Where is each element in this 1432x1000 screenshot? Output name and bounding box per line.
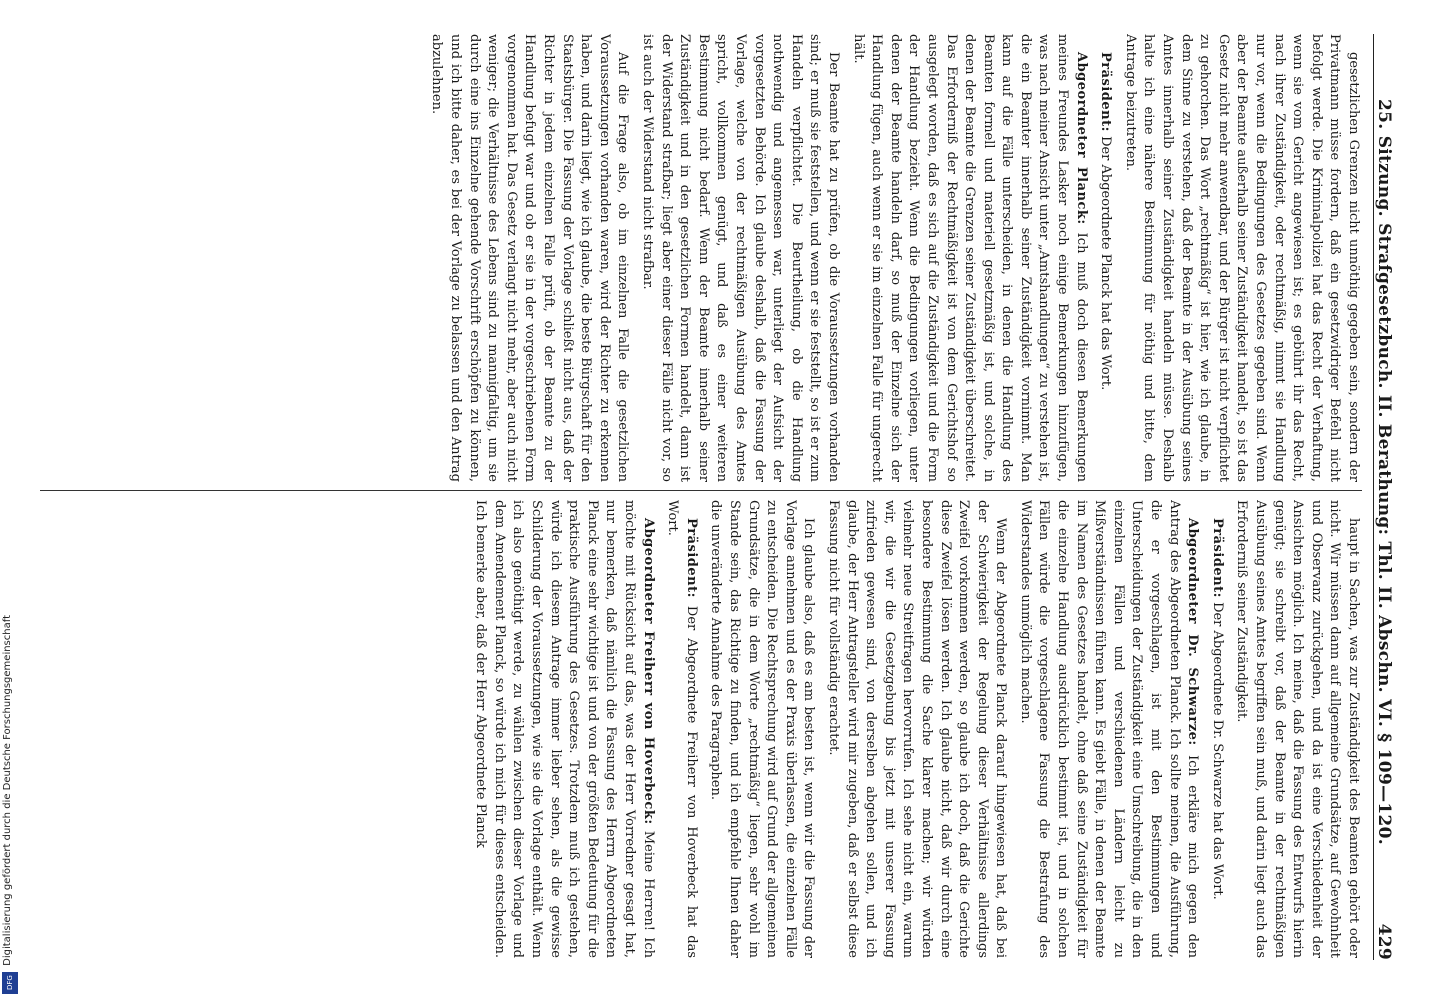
paragraph-text: Der Abgeordnete Freiherr von Hoverbeck hat das Wort. [665, 500, 699, 958]
paragraph [1120, 34, 1362, 482]
paragraph-text: Ich erkläre mich gegen den Antrag des Abgeordneten Planck. Ich sollte meinen, die Ausführung, die er vorgeschlagen, ist mit den Bestimmungen und Unterscheidungen der Zuständigkeit eine Umschreibung, die in den einzelnen Fällen und verschiedenen Ländern leicht zu Mißverständnissen führen kann. Es giebt Fälle, in denen der Beamte im Namen des Gesetzes handelt, ohne daß seine Zuständigkeit für die einzelne Handlung ausdrücklich bestimmt ist, und in solchen Fällen würde die vorgeschlagene Fassung die Bestrafung des Widerstandes unmöglich machen. [1017, 500, 1201, 958]
paragraph-text: Der Beamte hat zu prüfen, ob die Voraussetzungen vorhanden sind; er muß sie feststellen, und wenn er sie feststellt, so ist er zum Handeln verpflichtet. Die Beurtheilung, ob die Handlung nothwendig und angemessen war, unterliegt der Aufsicht der vorgesetzten Behörde. Ich glaube deshalb, daß die Fassung der Vorlage, welche von der rechtmäßigen Ausübung des Amtes spricht, vollkommen genügt, und daß es einer weiteren Bestimmung nicht bedarf. Wenn der Beamte innerhalb seiner Zuständigkeit und in den gesetzlichen Formen handelt, dann ist der Widerstand strafbar; liegt aber einer dieser Fälle nicht vor, so ist auch der Widerstand nicht strafbar. [640, 34, 841, 482]
speaker-name: Abgeordneter Dr. Schwarze: [1185, 518, 1201, 746]
paragraph-text: gesetzlichen Grenzen nicht unnöthig gegeben sein, sondern der Privatmann müsse fordern, daß ein gesetzwidriger Befehl nicht befolgt werde. Die Kriminalpolizei hat das Recht der Verhaftung, wenn sie vom Gericht angewiesen ist; es gebührt ihr das Recht, nach ihrer Zuständigkeit, oder rechtmäßig, nimmt sie Handlung nur vor, wenn die Bedingungen des Gesetzes gegeben sind. Wenn aber der Beamte außerhalb seiner Zuständigkeit handelt, so ist das Gesetz nicht mehr anwendbar, und der Bürger ist nicht verpflichtet zu gehorchen. Das Wort „rechtmäßig“ ist hier, wie ich glaube, in dem Sinne zu verstehen, daß der Beamte in der Ausübung seines Amtes innerhalb seiner Zuständigkeit handeln müsse. Deshalb halte ich eine nähere Bestimmung für nöthig und bitte, dem Antrage beizutreten. [1122, 34, 1361, 482]
paragraph-text: Ich glaube also, daß es am besten ist, wenn wir die Fassung der Vorlage annehmen und es der Praxis überlassen, die einzelnen Fälle zu entscheiden. Die Rechtsprechung wird auf Grund der allgemeinen Grundsätze, die in dem Worte „rechtmäßig“ liegen, sehr wohl im Stande sein, das Richtige zu finden, und ich empfehle Ihnen daher die unveränderte Annahme des Paragraphen. [708, 500, 817, 958]
paragraph [637, 34, 842, 482]
paragraph-text: Der Abgeordnete Planck hat das Wort. [1098, 136, 1114, 391]
paragraph-text: Ich muß doch diesen Bemerkungen meines Freundes Lasker noch einige Bemerkungen hinzufügen, was nach meiner Ansicht unter „Amtshandlungen“ zu verstehen ist, die ein Beamter innerhalb seiner Zuständigkeit vornimmt. Man kann auf die Fälle unterscheiden, in denen die Handlung des Beamten formell und materiell gesetzmäßig ist, und solche, in denen der Beamte die Grenzen seiner Zuständigkeit überschreitet. Das Erforderniß der Rechtmäßigkeit ist von dem Gerichtshof so ausgelegt worden, daß es sich auf die Zuständigkeit und die Form der Handlung bezieht. Wenn die Bedingungen vorliegen, unter denen der Beamte handeln darf, so muß der Einzelne sich der Handlung fügen, auch wenn er sie im einzelnen Falle für ungerecht hält. [850, 34, 1089, 482]
paragraph [471, 500, 657, 958]
paragraph-text: Der Abgeordnete Dr. Schwarze hat das Wort. [1209, 602, 1225, 900]
dfg-credit [0, 615, 22, 994]
paragraph [663, 500, 700, 958]
paragraph [1232, 500, 1362, 958]
column-divider [40, 490, 1362, 491]
paragraph [823, 500, 1009, 958]
paragraph-text: Meine Herren! Ich möchte mit Rücksicht auf das, was der Herr Vorredner gesagt hat, nur bemerken, daß nämlich die Fassung des Herrn Abgeordneten Planck eine sehr wichtige ist und von der größten Bedeutung für die praktische Ausführung des Gesetzes. Trotzdem muß ich gestehen, würde ich diesem Antrage immer lieber sehen, als die gewisse Schilderung der Voraussetzungen, wie sie die Vorlage enthält. Wenn ich also genöthigt werde, zu wählen zwischen dieser Vorlage und dem Amendement Planck, so würde ich mich für dieses entscheiden. Ich bemerke aber, daß der Herr Abgeordnete Planck [473, 500, 656, 958]
left-column [40, 34, 1362, 482]
paragraph [706, 500, 818, 958]
paragraph-text: Auf die Frage also, ob im einzelnen Falle die gesetzlichen Voraussetzungen vorhanden waren, wird der Richter zu erkennen haben, und darin liegt, wie ich glaube, die beste Bürgschaft für den Staatsbürger. Die Fassung der Vorlage schließt nicht aus, daß der Richter in jedem einzelnen Falle prüft, ob der Beamte zu der Handlung befugt war und ob er sie in der vorgeschriebenen Form vorgenommen hat. Das Gesetz verlangt nicht mehr, aber auch nicht weniger; die Verhältnisse des Lebens sind zu mannigfaltig, um sie durch eine ins Einzelne gehende Vorschrift erschöpfen zu können, und ich bitte daher, es bei der Vorlage zu belassen und den Antrag abzulehnen. [429, 34, 631, 482]
speaker-name: Abgeordneter Freiherr von Hoverbeck: [640, 518, 656, 825]
paragraph [427, 34, 632, 482]
paragraph [1207, 500, 1226, 958]
speaker-name: Präsident: [683, 518, 699, 598]
page-number: 429 [1374, 923, 1394, 960]
running-header [1373, 34, 1408, 960]
paragraph [1015, 500, 1201, 958]
dfg-credit-text: Digitalisierung gefördert durch die Deutsche Forschungsgemeinschaft [2, 615, 13, 966]
paragraph [1096, 34, 1115, 482]
header-title: 25. Sitzung. Strafgesetzbuch. II. Berathung: Thl. II. Abschn. VI. § 109—120. [1374, 99, 1394, 845]
speaker-name: Präsident: [1209, 518, 1225, 598]
dfg-logo-icon: DFG [2, 972, 18, 994]
speaker-name: Präsident: [1098, 52, 1114, 132]
right-column [40, 500, 1362, 958]
paragraph-text: Wenn der Abgeordnete Planck darauf hingewiesen hat, daß bei der Schwierigkeit der Regelung dieser Verhältnisse allerdings Zweifel vorkommen werden, so glaube ich doch, daß die Gerichte diese Zweifel lösen werden. Ich glaube nicht, daß wir durch eine besondere Bestimmung die Sache klarer machen; wir würden vielmehr neue Streitfragen hervorrufen. Ich sehe nicht ein, warum wir, die wir die Gesetzgebung bis jetzt mit unserer Fassung zufrieden gewesen sind, von derselben abgehen sollen, und ich glaube, der Herr Antragsteller wird mir zugeben, daß er selbst diese Fassung nicht für vollständig erachtet. [825, 500, 1009, 958]
paragraph-text: haupt in Sachen, was zur Zuständigkeit des Beamten gehört oder nicht. Wir müssen dann auf allgemeine Grundsätze, auf Gewohnheit und Observanz zurückgehen, und da ist eine Verschiedenheit der Ansichten möglich. Ich meine, daß die Fassung des Entwurfs hierin genügt; sie schreibt vor, daß der Beamte in der rechtmäßigen Ausübung seines Amtes begriffen sein muß, und darin liegt auch das Erforderniß seiner Zuständigkeit. [1234, 500, 1361, 958]
paragraph [848, 34, 1090, 482]
speaker-name: Abgeordneter Planck: [1073, 52, 1089, 225]
